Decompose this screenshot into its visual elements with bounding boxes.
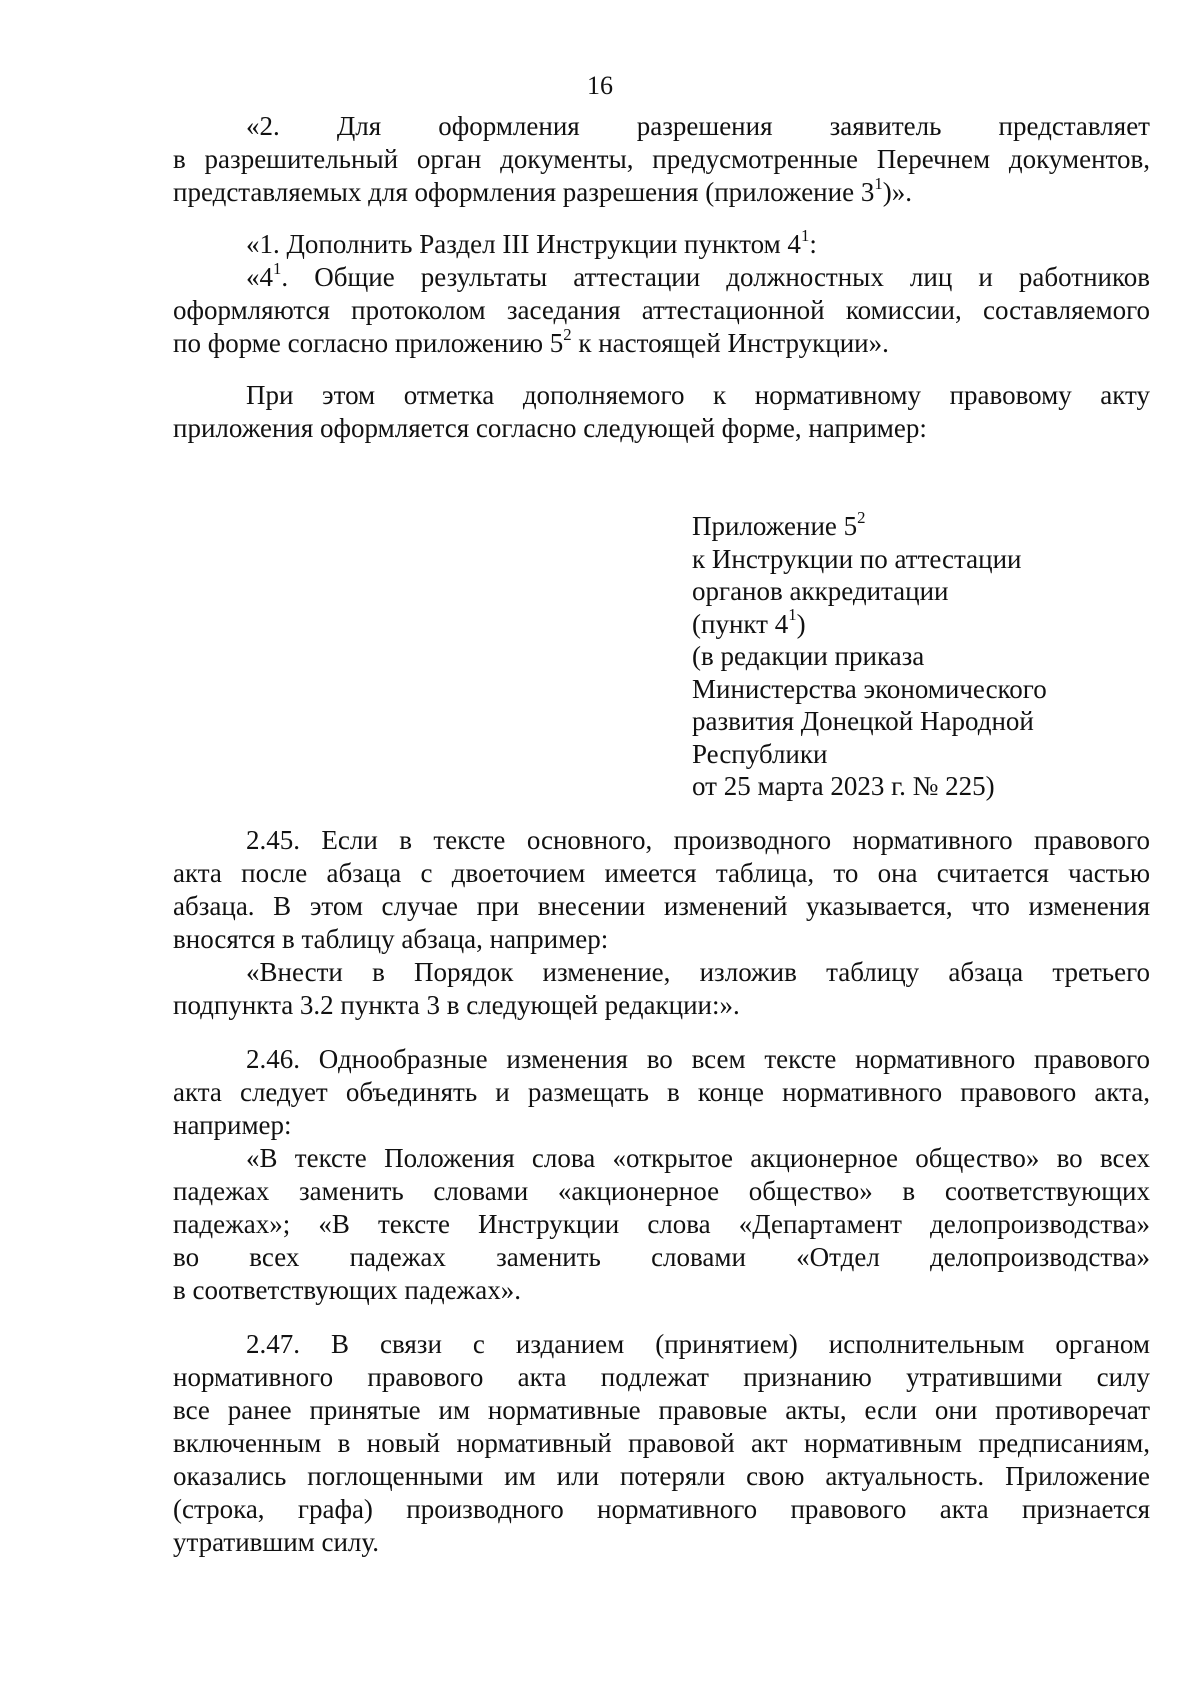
annex-line: развития Донецкой Народной	[692, 706, 1034, 736]
paragraph-2-46	[173, 1043, 1150, 1307]
annex-line: (пункт $4^1$)	[692, 605, 806, 639]
paragraph-2-47	[173, 1328, 1150, 1559]
text-line: оказались поглощенными им или потеряли свою актуальность. Приложение	[173, 1461, 1150, 1491]
text-line: утратившим силу.	[173, 1527, 379, 1557]
annex-line: органов аккредитации	[692, 576, 949, 606]
text-line: подпункта 3.2 пункта 3 в следующей редакции:».	[173, 990, 740, 1020]
annex-line: Министерства экономического	[692, 673, 1047, 704]
annex-line: Приложение $5^2$	[692, 507, 866, 541]
text-line: в разрешительный орган документы, предусмотренные Перечнем документов,	[173, 144, 1150, 174]
annex-line: к Инструкции по аттестации	[692, 543, 1022, 574]
superscript: 2	[857, 507, 866, 527]
paragraph-2-45	[173, 824, 1150, 1022]
superscript: 1	[874, 173, 883, 193]
text-line: в соответствующих падежах».	[173, 1275, 521, 1305]
text-line: «Внести в Порядок изменение, изложив таблицу абзаца третьего	[246, 957, 1150, 987]
text-line: При этом отметка дополняемого к нормативному правовому акту	[246, 380, 1150, 410]
text-line: вносятся в таблицу абзаца, например:	[173, 924, 609, 954]
superscript: 1	[800, 225, 810, 245]
annex-line: (в редакции приказа	[692, 641, 925, 671]
text-line: все ранее принятые им нормативные правовые акты, если они противоречат	[173, 1395, 1150, 1425]
annex-line: Республики	[692, 738, 828, 769]
text-line: 2.45. Если в тексте основного, производного нормативного правового	[246, 825, 1150, 855]
superscript: 1	[273, 258, 282, 278]
superscript: 2	[563, 324, 572, 344]
text-line: приложения оформляется согласно следующей форме, например:	[173, 413, 927, 443]
paragraph-annex-note	[173, 379, 1150, 445]
text-line: падежах заменить словами «акционерное общество» в соответствующих	[173, 1176, 1150, 1206]
text-line: нормативного правового акта подлежат признанию утратившими силу	[173, 1362, 1150, 1392]
paragraph-amendment-1	[173, 225, 1150, 360]
superscript: 1	[788, 605, 797, 624]
text-line: «В тексте Положения слова «открытое акционерное общество» во всех	[246, 1143, 1150, 1173]
text-line: 2.47. В связи с изданием (принятием) исполнительным органом	[246, 1329, 1150, 1359]
text-line: акта после абзаца с двоеточием имеется таблица, то она считается частью	[173, 858, 1150, 888]
text-line: оформляются протоколом заседания аттестационной комиссии, составляемого	[173, 295, 1150, 325]
text-line: по форме согласно приложению $5^2$ к настоящей Инструкции».	[173, 324, 889, 358]
text-line: «$4^1$. Общие результаты аттестации должностных лиц и работников	[246, 258, 1150, 292]
text-line: представляемых для оформления разрешения (приложение $3^1$)».	[173, 173, 912, 207]
text-line: падежах»; «В тексте Инструкции слова «Департамент делопроизводства»	[173, 1209, 1150, 1239]
text-line: например:	[173, 1110, 292, 1140]
text-line: (строка, графа) производного нормативного правового акта признается	[173, 1494, 1150, 1524]
text-line: «2. Для оформления разрешения заявитель представляет	[246, 111, 1150, 141]
text-line: «1. Дополнить Раздел III Инструкции пунктом $4^1$:	[246, 225, 817, 259]
annex-line: от 25 марта 2023 г. № 225)	[692, 771, 995, 801]
text-line: абзаца. В этом случае при внесении изменений указывается, что изменения	[173, 891, 1150, 921]
annex-mark	[692, 507, 1132, 803]
text-line: акта следует объединять и размещать в конце нормативного правового акта,	[173, 1077, 1150, 1107]
text-line: во всех падежах заменить словами «Отдел делопроизводства»	[173, 1242, 1150, 1272]
text-line: включенным в новый нормативный правовой акт нормативным предписаниям,	[173, 1428, 1150, 1458]
text-line: 2.46. Однообразные изменения во всем тексте нормативного правового	[246, 1044, 1150, 1074]
paragraph-amendment-2	[173, 110, 1150, 209]
page-number: 16	[587, 71, 613, 100]
